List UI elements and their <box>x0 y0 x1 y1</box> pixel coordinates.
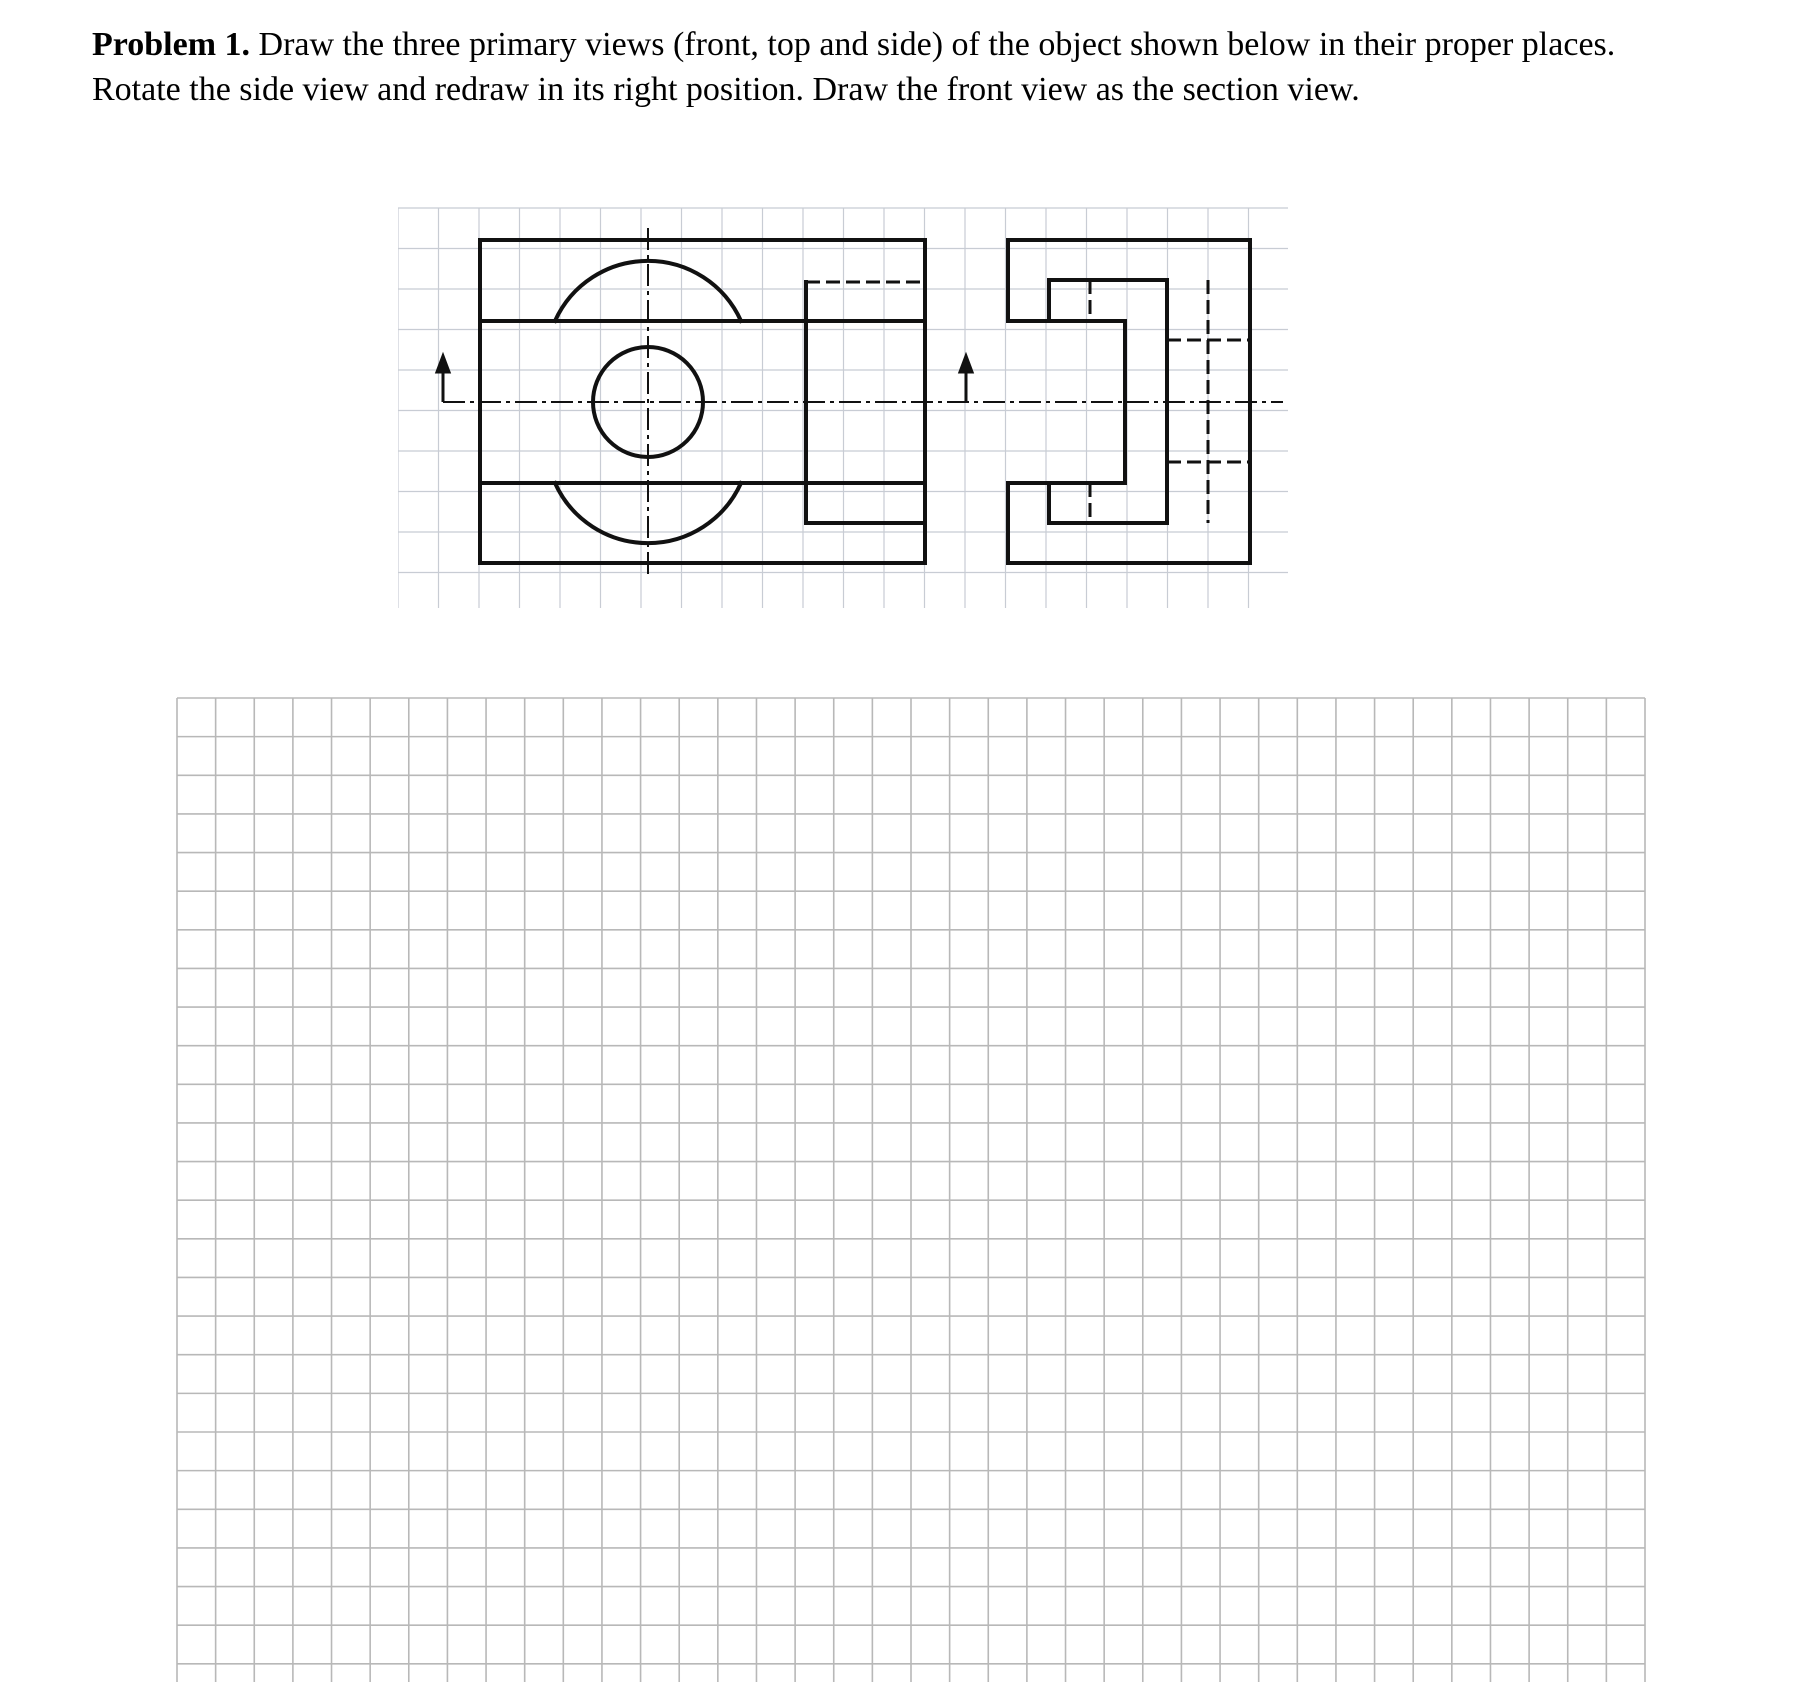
instruction-line-1: Draw the three primary views (front, top and side) of the object shown below in their proper places. <box>258 26 1616 63</box>
cutting-plane-right-arrow-icon <box>960 356 972 372</box>
problem-label: Problem 1. <box>92 26 251 63</box>
answer-grid-lines <box>177 698 1645 1682</box>
given-drawing <box>398 200 1298 610</box>
figure-background-grid <box>398 208 1288 608</box>
problem-statement <box>92 22 1772 112</box>
answer-drawing-grid[interactable] <box>176 697 1646 1682</box>
instruction-line-2: Rotate the side view and redraw in its right position. Draw the front view as the section view. <box>92 71 1360 108</box>
